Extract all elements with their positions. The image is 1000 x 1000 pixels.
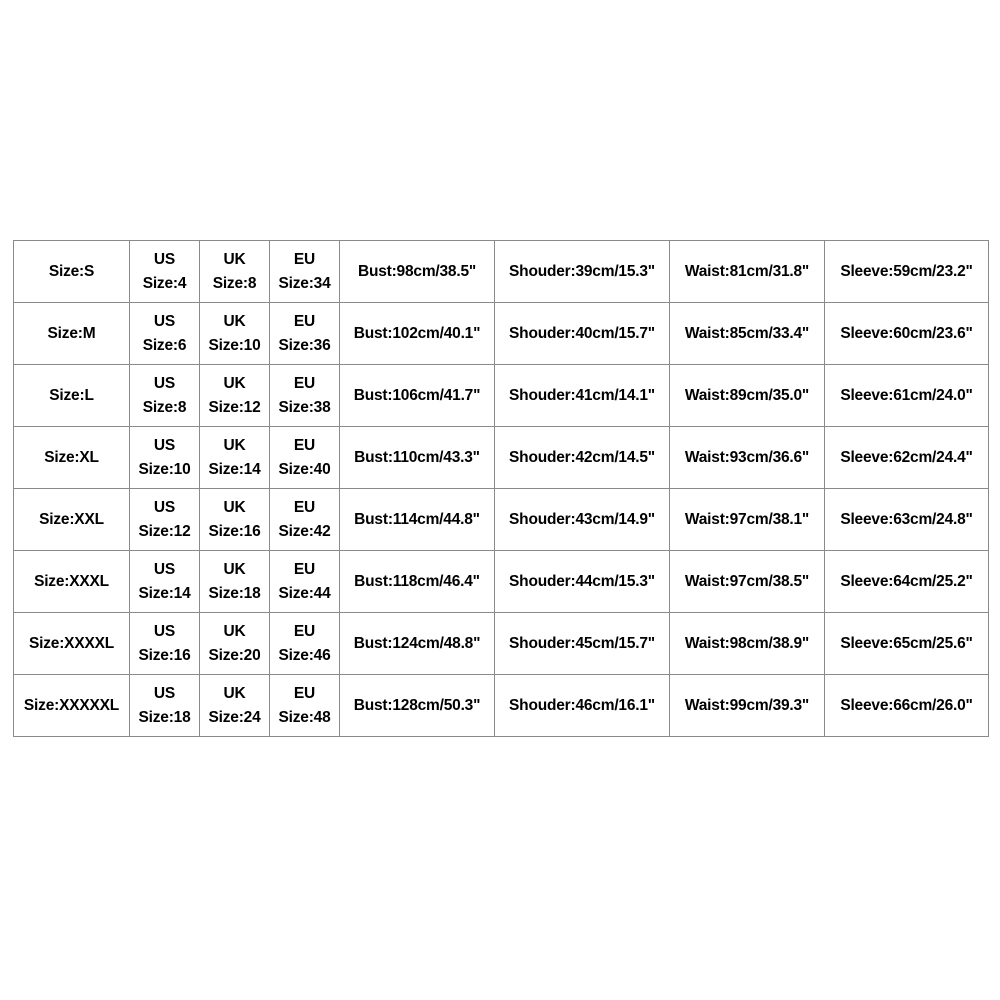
waist-cell: Waist:81cm/31.8" bbox=[670, 241, 825, 303]
us-label: US bbox=[153, 250, 176, 268]
shoulder-cell: Shouder:39cm/15.3" bbox=[495, 241, 670, 303]
us-value: Size:10 bbox=[138, 460, 191, 478]
uk-size-cell bbox=[200, 241, 270, 303]
uk-size-cell bbox=[200, 489, 270, 551]
sleeve-cell: Sleeve:65cm/25.6" bbox=[825, 613, 989, 675]
eu-label: EU bbox=[293, 374, 316, 392]
shoulder-cell: Shouder:42cm/14.5" bbox=[495, 427, 670, 489]
eu-label: EU bbox=[293, 684, 316, 702]
sleeve-cell: Sleeve:62cm/24.4" bbox=[825, 427, 989, 489]
size-cell: Size:L bbox=[14, 365, 130, 427]
shoulder-cell: Shouder:40cm/15.7" bbox=[495, 303, 670, 365]
sleeve-cell: Sleeve:61cm/24.0" bbox=[825, 365, 989, 427]
eu-value: Size:44 bbox=[278, 584, 331, 602]
eu-value: Size:36 bbox=[278, 336, 331, 354]
uk-label: UK bbox=[223, 436, 246, 454]
table-row bbox=[14, 427, 989, 489]
size-chart-table bbox=[13, 240, 989, 737]
size-cell: Size:XXXXL bbox=[14, 613, 130, 675]
size-cell: Size:XXL bbox=[14, 489, 130, 551]
eu-size-cell bbox=[270, 489, 340, 551]
eu-size-cell bbox=[270, 241, 340, 303]
table-row bbox=[14, 241, 989, 303]
us-size-cell bbox=[130, 613, 200, 675]
us-value: Size:18 bbox=[138, 708, 191, 726]
us-label: US bbox=[153, 622, 176, 640]
us-value: Size:12 bbox=[138, 522, 191, 540]
sleeve-cell: Sleeve:59cm/23.2" bbox=[825, 241, 989, 303]
eu-value: Size:46 bbox=[278, 646, 331, 664]
table-row bbox=[14, 489, 989, 551]
waist-cell: Waist:98cm/38.9" bbox=[670, 613, 825, 675]
uk-value: Size:8 bbox=[212, 274, 257, 292]
uk-label: UK bbox=[223, 498, 246, 516]
us-value: Size:4 bbox=[142, 274, 187, 292]
table-row bbox=[14, 303, 989, 365]
shoulder-cell: Shouder:41cm/14.1" bbox=[495, 365, 670, 427]
uk-label: UK bbox=[223, 374, 246, 392]
uk-size-cell bbox=[200, 427, 270, 489]
eu-label: EU bbox=[293, 622, 316, 640]
table-row bbox=[14, 365, 989, 427]
uk-label: UK bbox=[223, 250, 246, 268]
us-value: Size:14 bbox=[138, 584, 191, 602]
us-value: Size:6 bbox=[142, 336, 187, 354]
us-label: US bbox=[153, 436, 176, 454]
uk-size-cell bbox=[200, 303, 270, 365]
eu-size-cell bbox=[270, 427, 340, 489]
us-size-cell bbox=[130, 303, 200, 365]
shoulder-cell: Shouder:43cm/14.9" bbox=[495, 489, 670, 551]
eu-label: EU bbox=[293, 498, 316, 516]
waist-cell: Waist:89cm/35.0" bbox=[670, 365, 825, 427]
eu-label: EU bbox=[293, 312, 316, 330]
us-value: Size:16 bbox=[138, 646, 191, 664]
sleeve-cell: Sleeve:64cm/25.2" bbox=[825, 551, 989, 613]
eu-label: EU bbox=[293, 560, 316, 578]
us-size-cell bbox=[130, 489, 200, 551]
waist-cell: Waist:97cm/38.5" bbox=[670, 551, 825, 613]
waist-cell: Waist:99cm/39.3" bbox=[670, 675, 825, 737]
shoulder-cell: Shouder:44cm/15.3" bbox=[495, 551, 670, 613]
eu-value: Size:38 bbox=[278, 398, 331, 416]
eu-label: EU bbox=[293, 250, 316, 268]
us-value: Size:8 bbox=[142, 398, 187, 416]
size-cell: Size:S bbox=[14, 241, 130, 303]
sleeve-cell: Sleeve:66cm/26.0" bbox=[825, 675, 989, 737]
size-cell: Size:M bbox=[14, 303, 130, 365]
eu-size-cell bbox=[270, 303, 340, 365]
bust-cell: Bust:124cm/48.8" bbox=[340, 613, 495, 675]
eu-size-cell bbox=[270, 551, 340, 613]
uk-value: Size:12 bbox=[208, 398, 261, 416]
us-size-cell bbox=[130, 365, 200, 427]
us-label: US bbox=[153, 374, 176, 392]
eu-value: Size:42 bbox=[278, 522, 331, 540]
us-label: US bbox=[153, 684, 176, 702]
uk-value: Size:10 bbox=[208, 336, 261, 354]
eu-label: EU bbox=[293, 436, 316, 454]
eu-size-cell bbox=[270, 365, 340, 427]
eu-size-cell bbox=[270, 675, 340, 737]
size-cell: Size:XXXXXL bbox=[14, 675, 130, 737]
size-cell: Size:XL bbox=[14, 427, 130, 489]
us-size-cell bbox=[130, 427, 200, 489]
uk-value: Size:14 bbox=[208, 460, 261, 478]
uk-value: Size:16 bbox=[208, 522, 261, 540]
uk-value: Size:24 bbox=[208, 708, 261, 726]
size-cell: Size:XXXL bbox=[14, 551, 130, 613]
shoulder-cell: Shouder:46cm/16.1" bbox=[495, 675, 670, 737]
shoulder-cell: Shouder:45cm/15.7" bbox=[495, 613, 670, 675]
waist-cell: Waist:97cm/38.1" bbox=[670, 489, 825, 551]
us-size-cell bbox=[130, 551, 200, 613]
us-size-cell bbox=[130, 241, 200, 303]
uk-value: Size:20 bbox=[208, 646, 261, 664]
eu-size-cell bbox=[270, 613, 340, 675]
table-row bbox=[14, 675, 989, 737]
us-label: US bbox=[153, 312, 176, 330]
us-label: US bbox=[153, 560, 176, 578]
table-row bbox=[14, 613, 989, 675]
uk-size-cell bbox=[200, 675, 270, 737]
eu-value: Size:34 bbox=[278, 274, 331, 292]
uk-size-cell bbox=[200, 365, 270, 427]
table-row bbox=[14, 551, 989, 613]
bust-cell: Bust:110cm/43.3" bbox=[340, 427, 495, 489]
bust-cell: Bust:106cm/41.7" bbox=[340, 365, 495, 427]
eu-value: Size:40 bbox=[278, 460, 331, 478]
uk-size-cell bbox=[200, 613, 270, 675]
size-chart-body bbox=[14, 241, 989, 737]
waist-cell: Waist:85cm/33.4" bbox=[670, 303, 825, 365]
us-size-cell bbox=[130, 675, 200, 737]
bust-cell: Bust:102cm/40.1" bbox=[340, 303, 495, 365]
sleeve-cell: Sleeve:60cm/23.6" bbox=[825, 303, 989, 365]
eu-value: Size:48 bbox=[278, 708, 331, 726]
waist-cell: Waist:93cm/36.6" bbox=[670, 427, 825, 489]
bust-cell: Bust:128cm/50.3" bbox=[340, 675, 495, 737]
sleeve-cell: Sleeve:63cm/24.8" bbox=[825, 489, 989, 551]
uk-label: UK bbox=[223, 560, 246, 578]
uk-label: UK bbox=[223, 684, 246, 702]
bust-cell: Bust:98cm/38.5" bbox=[340, 241, 495, 303]
uk-size-cell bbox=[200, 551, 270, 613]
uk-label: UK bbox=[223, 312, 246, 330]
uk-value: Size:18 bbox=[208, 584, 261, 602]
uk-label: UK bbox=[223, 622, 246, 640]
bust-cell: Bust:114cm/44.8" bbox=[340, 489, 495, 551]
us-label: US bbox=[153, 498, 176, 516]
bust-cell: Bust:118cm/46.4" bbox=[340, 551, 495, 613]
